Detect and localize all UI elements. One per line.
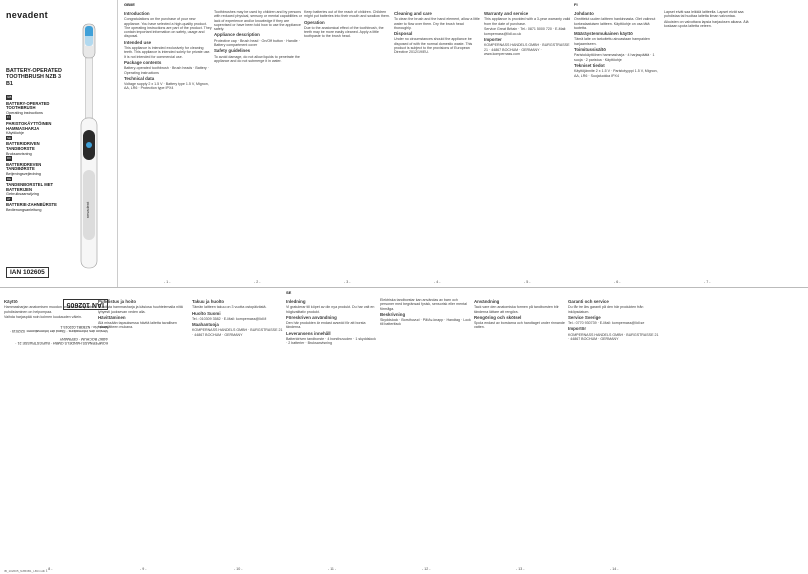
page-number: - 13 - bbox=[516, 567, 525, 571]
section-text: Den här produkten är endast avsedd för att borsta tänderna. bbox=[286, 321, 366, 330]
language-list bbox=[6, 95, 64, 213]
page-number: - 1 - bbox=[164, 280, 171, 284]
section-heading: Technical data bbox=[124, 75, 155, 81]
section-text: Skyddslock · Borsthuvud · På/Av-knapp · Handtag · Lock till batterifack bbox=[380, 318, 471, 327]
section-text: Du får tre års garanti på den här produkten från inköpsdatum. bbox=[568, 305, 644, 314]
section-text: Aikuisten on valvottava lapsia harjauksen aikana. Älä koskaan upota laitetta veteen. bbox=[664, 20, 749, 29]
section-text: Toothbrushes may be used by children and by persons with reduced physical, sensory or mental capabilities or lack of experience and/or knowledge if they are supervised or have been told how to use the appliance safely. bbox=[214, 10, 302, 32]
page-column bbox=[394, 10, 482, 272]
ian-label: IAN 102605 bbox=[6, 267, 49, 278]
section-text: Vaihda harjaspää noin kolmen kuukauden välein. bbox=[4, 315, 83, 320]
section-language-header: GB/IE bbox=[124, 2, 135, 7]
section-language-header: FI bbox=[574, 2, 578, 7]
section-text: Vi gratulerar till köpet av din nya produkt. Du har valt en högkvalitativ produkt. bbox=[286, 305, 375, 314]
section-heading: Introduction bbox=[124, 11, 150, 16]
section-text: Käyttöjännite 2 x 1.5 V · Paristotyyppi 1.5 V, Mignon, AA, LR6 · Suojaluokka IPX4 bbox=[574, 69, 658, 78]
toothbrush-image bbox=[66, 20, 112, 280]
section-text: Voltage supply 2 x 1.5 V · Battery type 1.5 V, Mignon, AA, LR6 · Protection type IPX4 bbox=[124, 82, 209, 91]
page-column bbox=[664, 10, 752, 272]
section-text: This appliance is intended exclusively for cleaning teeth. This appliance is intended solely for private use. It is not intended for commercial use. bbox=[124, 46, 211, 59]
language-entry: SE BATTERIDRIVEN TANDBORSTE Bruksanvisning bbox=[6, 135, 40, 156]
section-heading: Service Sverige bbox=[568, 314, 601, 320]
language-entry: DE TANDENBORSTEL MET BATTERIJEN Gebruiksaanwijzing bbox=[6, 176, 54, 197]
section-text: KOMPERNASS HANDELS GMBH · BURGSTRASSE 21 · 44867 BOCHUM · GERMANY bbox=[192, 328, 283, 337]
section-text: Tack vare den anatomiska formen på tandborsten blir tänderna lättare att rengöra. bbox=[474, 305, 559, 314]
brand-logo: nevadent bbox=[6, 10, 48, 20]
section-heading: Package contents bbox=[124, 59, 162, 65]
section-heading: Takuu ja huolto bbox=[192, 299, 225, 304]
section-text: Tämä laite on tarkoitettu ainoastaan hampaiden harjaamiseen. bbox=[574, 37, 650, 46]
flag-icon: DE bbox=[7, 176, 12, 181]
section-heading: Leveransens innehåll bbox=[286, 330, 331, 336]
bottom-half bbox=[0, 287, 808, 574]
language-entry: AT BATTERIE-ZAHNBÜRSTE Bedienungsanleitung bbox=[6, 196, 57, 213]
section-heading: Toimitussisältö bbox=[574, 47, 606, 53]
language-entry: DK BATTERIDREVEN TANDBØRSTE Betjeningsvejledning bbox=[6, 156, 42, 176]
section-heading: Intended use bbox=[124, 39, 152, 45]
section-heading: Cleaning and care bbox=[394, 11, 432, 16]
cover-panel bbox=[0, 0, 118, 287]
section-text: Due to the anatomical effect of the toothbrush, the teeth may be more easily cleaned. Apply a little toothpaste to the brush head. bbox=[304, 25, 384, 39]
page-number: - 2 - bbox=[254, 280, 261, 284]
page-column bbox=[214, 10, 302, 272]
page-number: - 4 - bbox=[434, 280, 441, 284]
section-text: Batteridriven tandborste · 4 borsthuvuden · 1 skyddslock · 2 batterier · Bruksanvisning bbox=[286, 337, 376, 346]
section-heading: Maahantuoja bbox=[192, 322, 219, 328]
section-heading: Disposal bbox=[394, 31, 413, 37]
flag-icon: SE bbox=[7, 135, 12, 140]
page-column bbox=[484, 10, 572, 272]
page-number: - 14 - bbox=[610, 567, 619, 571]
product-title: BATTERY-OPERATED TOOTHBRUSH NZB 3 B1 bbox=[6, 68, 62, 87]
section-heading: Puhdistus ja hoito bbox=[98, 299, 137, 304]
language-entry: GB BATTERY-OPERATED TOOTHBRUSH Operating instructions bbox=[6, 95, 50, 115]
section-language-header: SE bbox=[286, 290, 292, 295]
section-text: Lapset eivät saa leikkiä laitteella. Lapset eivät saa puhdistaa tai huoltaa laitetta ilman valvontaa. bbox=[664, 10, 744, 19]
section-text: This appliance is provided with a 3-year warranty valid from the date of purchase. bbox=[484, 17, 571, 26]
section-heading: Operation bbox=[304, 19, 325, 25]
section-text: Hammasharjan anatomisen muodon ansiosta hampaiden puhdistaminen on helpompaa. bbox=[4, 305, 96, 314]
page-number: - 3 - bbox=[344, 280, 351, 284]
language-entry: FI PARISTOKÄYTTÖINEN HAMMASHARJA Käyttöohje bbox=[6, 115, 52, 136]
page-number: - 8 - bbox=[46, 567, 53, 571]
section-text: Onnittelut uuden laitteen hankinnasta. Olet valinnut korkealaatuisen laitteen. Käyttöohje on osa tätä tuotetta. bbox=[574, 17, 656, 30]
folded-back-cover bbox=[0, 288, 808, 574]
ian-label-rotated: IAN 102605 bbox=[63, 299, 108, 310]
flag-icon: DK bbox=[7, 156, 12, 161]
page-number: - 11 - bbox=[328, 567, 337, 571]
section-text: Elektriska tandborstar kan användas av barn och personer med begränsad fysisk, sensorisk eller mental förmåga. bbox=[380, 298, 467, 311]
page-number: - 7 - bbox=[704, 280, 711, 284]
page-number: - 12 - bbox=[422, 567, 431, 571]
section-heading: Warranty and service bbox=[484, 11, 529, 16]
importer-address: KOMPERNASS HANDELS GMBH · BURGSTRASSE 21 · 44867 BOCHUM · GERMANY Version des informations · Stand der Informationen: 02/2015 · Ident.-No.: NZB3B1-022015-1 bbox=[9, 324, 108, 345]
section-heading: Rengöring och skötsel bbox=[474, 314, 522, 320]
section-text: Älä missään tapauksessa hävitä laitetta tavallisen talousjätteen mukana. bbox=[98, 321, 177, 330]
section-text: Paristokäyttöinen hammasharja · 4 harjaspäätä · 1 suoja · 2 paristoa · Käyttöohje bbox=[574, 53, 655, 62]
section-heading: Johdanto bbox=[574, 11, 594, 16]
section-text: Tel.: 010309 3582 · E-Mail: kompernass@lidl.fi bbox=[192, 316, 267, 321]
section-heading: Beskrivning bbox=[380, 311, 406, 317]
section-heading: Garanti och service bbox=[568, 299, 609, 304]
section-heading: Importör bbox=[568, 326, 587, 332]
page-number: - 5 - bbox=[524, 280, 531, 284]
section-heading: Määräystenmukainen käyttö bbox=[574, 31, 633, 37]
section-text: KOMPERNASS HANDELS GMBH · BURGSTRASSE 21 · 44867 BOCHUM · GERMANY · www.kompernass.com bbox=[484, 43, 570, 56]
section-heading: Hävittäminen bbox=[98, 314, 126, 320]
section-heading: Föreskriven användning bbox=[286, 314, 337, 320]
section-text: Keep batteries out of the reach of children. Children might put batteries into their mouth and swallow them. bbox=[304, 10, 390, 19]
section-text: KOMPERNASS HANDELS GMBH · BURGSTRASSE 21 · 44867 BOCHUM · GERMANY bbox=[568, 332, 659, 342]
section-text: Service Great Britain · Tel.: 0871 5000 720 · E-Mail: kompernass@lidl.co.uk bbox=[484, 27, 567, 36]
section-text: Spola endast av borstarna och handtaget under rinnande vatten. bbox=[474, 321, 565, 330]
page-column bbox=[124, 10, 212, 272]
section-text: To clean the brush and the hand element, allow a little water to flow over them. Dry the brush head thoroughly. bbox=[394, 17, 480, 30]
section-text: Protective cap · Brush head · On/Off button · Handle · Battery compartment cover bbox=[214, 38, 300, 48]
section-heading: Tekniset tiedot bbox=[574, 62, 605, 68]
page-number: - 9 - bbox=[140, 567, 147, 571]
section-text: Tel.: 0770 930739 · E-Mail: kompernass@lidl.se bbox=[568, 321, 645, 326]
section-text: Puhdista hammasharja ja käsiosa huuhtelemalla niitä lyhyesti juoksevan veden alla. bbox=[98, 305, 183, 314]
page-column bbox=[304, 10, 392, 272]
section-text: Congratulations on the purchase of your new appliance. You have selected a high-quality product. The operating instructions are part of the product. They contain important information on safety, usage and disposal. bbox=[124, 17, 212, 39]
print-footer: IB_102605_NZB3B1_LB3.indb 1 bbox=[4, 569, 48, 573]
section-heading: Käyttö bbox=[4, 299, 18, 304]
page-number: - 10 - bbox=[234, 567, 243, 571]
page-number: - 6 - bbox=[614, 280, 621, 284]
flag-icon: GB bbox=[7, 95, 12, 99]
section-text: To avoid damage, do not allow liquids to penetrate the appliance and do not submerge it in water. bbox=[214, 54, 300, 63]
section-heading: Importer bbox=[484, 36, 502, 42]
section-heading: Appliance description bbox=[214, 32, 260, 38]
section-text: Tämän laitteen takuu on 3 vuotta ostopäivästä. bbox=[192, 305, 267, 310]
flag-icon: FI bbox=[7, 115, 10, 120]
section-text: Under no circumstances should the appliance be disposed of with the normal domestic waste. This product is subject to the provisions of European Directive 2012/19/EU. bbox=[394, 37, 473, 55]
section-heading: Inledning bbox=[286, 299, 306, 304]
page-column bbox=[574, 10, 662, 272]
handle-logo: nevadent bbox=[85, 201, 90, 219]
section-heading: Safety guidelines bbox=[214, 48, 251, 54]
section-text: Battery-operated toothbrush · Brush heads · Battery · Operating instructions bbox=[124, 66, 209, 75]
section-heading: Huolto Suomi bbox=[192, 310, 221, 316]
flag-icon: AT bbox=[7, 196, 11, 201]
section-heading: Användning bbox=[474, 299, 500, 304]
